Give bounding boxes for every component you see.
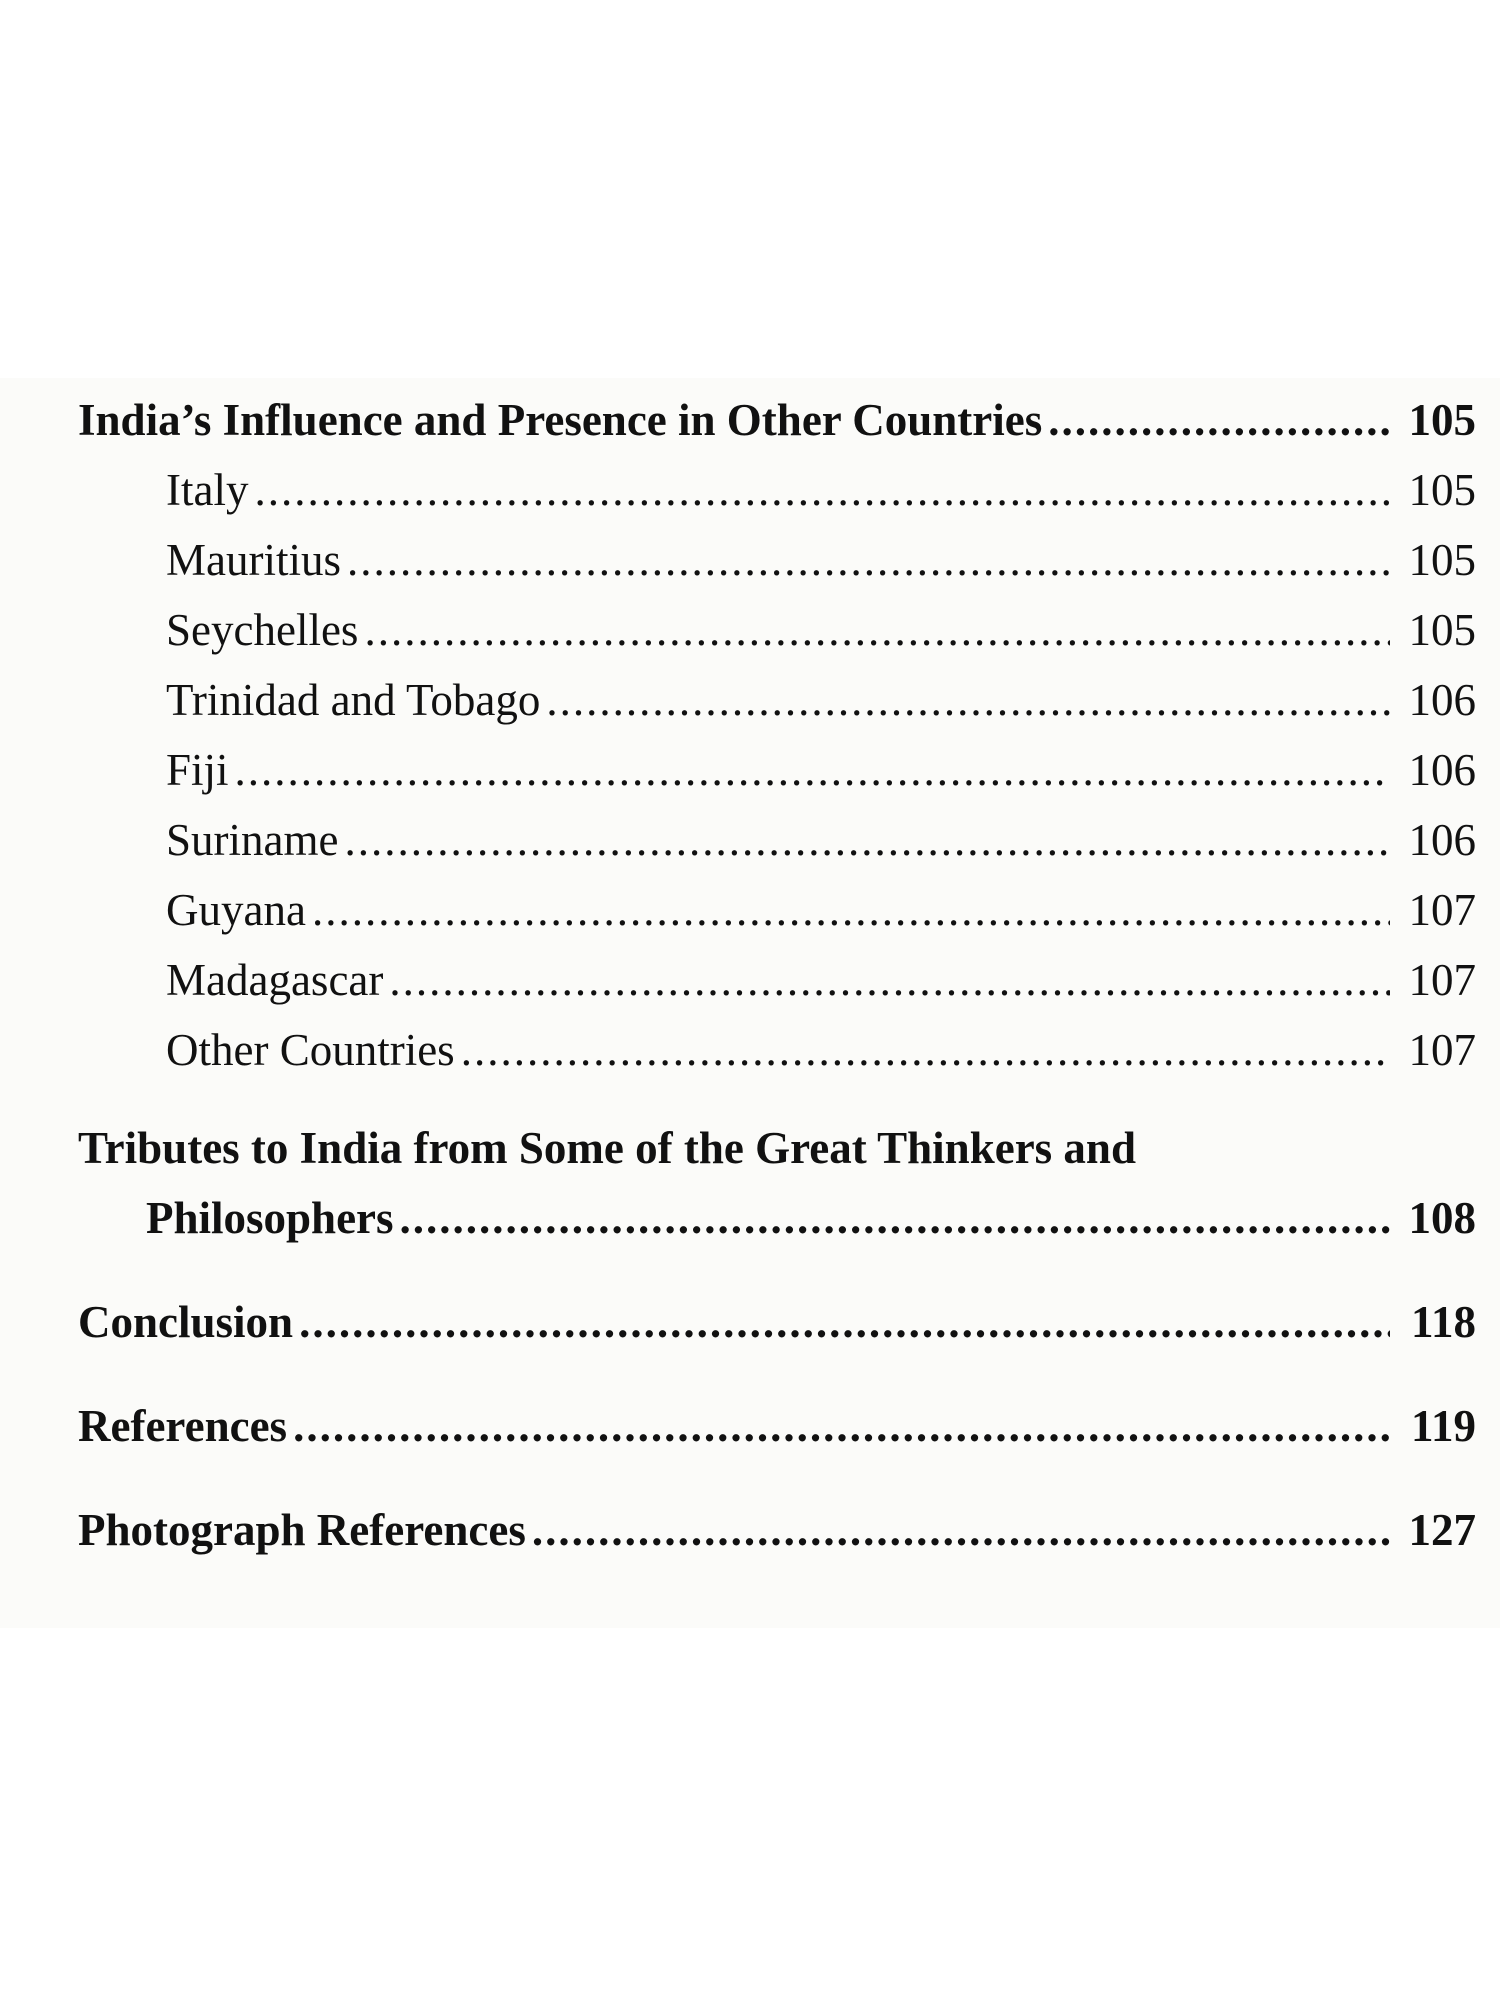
dot-leader [389,945,1390,1015]
toc-page-number: 105 [1408,535,1476,585]
toc-page-number: 107 [1408,1025,1476,1075]
dot-leader [235,735,1390,805]
toc-subentry-other-countries[interactable] [78,1015,1476,1085]
toc-entry-title: Conclusion [78,1297,294,1347]
toc-subentry-guyana[interactable] [78,875,1476,945]
dot-leader [1048,385,1390,455]
toc-page-number: 118 [1410,1297,1476,1347]
dot-leader [312,875,1390,945]
toc-entry-references[interactable] [78,1391,1476,1461]
toc-subentry-title: Seychelles [166,605,359,655]
toc-subentry-mauritius[interactable] [78,525,1476,595]
toc-subentry-title: Guyana [166,885,306,935]
toc-subentry-italy[interactable] [78,455,1476,525]
toc-entry-influence[interactable] [78,385,1476,455]
toc-subentry-madagascar[interactable] [78,945,1476,1015]
dot-leader [400,1183,1390,1253]
toc-subentry-suriname[interactable] [78,805,1476,875]
dot-leader [546,665,1390,735]
toc-page-number: 106 [1408,745,1476,795]
toc-page-number: 106 [1408,675,1476,725]
toc-page-number: 106 [1408,815,1476,865]
dot-leader [364,595,1390,665]
toc-subentry-seychelles[interactable] [78,595,1476,665]
toc-entry-title-line2-row [78,1183,1476,1253]
toc-subentry-title: Italy [166,465,249,515]
toc-entry-conclusion[interactable] [78,1287,1476,1357]
toc-page-number: 108 [1408,1193,1476,1243]
dot-leader [293,1391,1390,1461]
toc-page-number: 105 [1408,395,1476,445]
toc-subentry-title: Other Countries [166,1025,455,1075]
toc-entry-title: India’s Influence and Presence in Other Countries [78,395,1043,445]
toc-entry-photograph-references[interactable] [78,1495,1476,1565]
dot-leader [347,525,1390,595]
toc-entry-title-line1: Tributes to India from Some of the Great Thinkers and [78,1123,1136,1173]
toc-subentry-title: Trinidad and Tobago [166,675,541,725]
toc-subentry-fiji[interactable] [78,735,1476,805]
toc-page-number: 107 [1408,955,1476,1005]
table-of-contents [78,385,1476,1565]
toc-subentry-title: Mauritius [166,535,341,585]
dot-leader [344,805,1390,875]
toc-subentry-title: Suriname [166,815,339,865]
toc-subentry-title: Madagascar [166,955,384,1005]
toc-page-number: 105 [1408,605,1476,655]
toc-page-number: 107 [1408,885,1476,935]
toc-entry-title: Photograph References [78,1505,526,1555]
toc-entry-title-line2: Philosophers [146,1193,394,1243]
dot-leader [299,1287,1390,1357]
toc-subentry-title: Fiji [166,745,229,795]
toc-entry-title: References [78,1401,288,1451]
toc-page-number: 105 [1408,465,1476,515]
dot-leader [532,1495,1390,1565]
toc-page-number: 127 [1408,1505,1476,1555]
dot-leader [461,1015,1390,1085]
toc-entry-tributes[interactable] [78,1113,1476,1253]
toc-page-number: 119 [1410,1401,1476,1451]
toc-subentry-trinidad[interactable] [78,665,1476,735]
dot-leader [254,455,1390,525]
